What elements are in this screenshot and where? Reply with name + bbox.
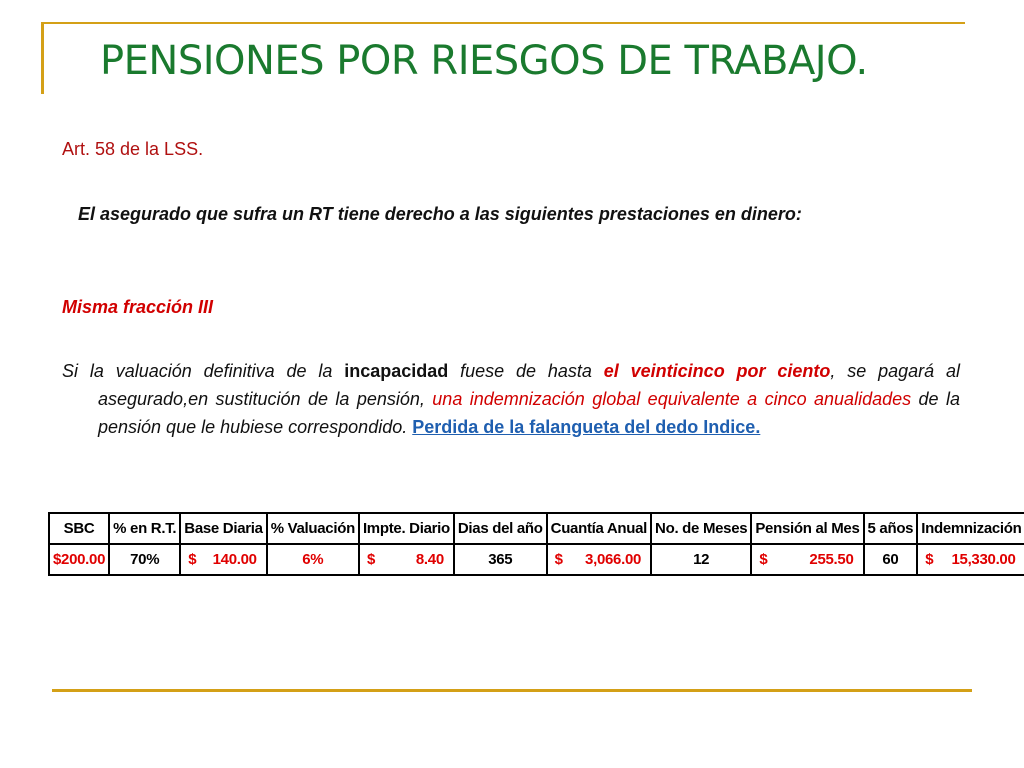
amount: 3,066.00 [585,551,642,568]
header-sbc: SBC [49,513,109,544]
currency-symbol: $ [759,551,768,568]
para-text-4: de la pensión que le hubiese correspondido. [98,389,960,437]
cell-valuacion: 6% [267,544,359,575]
amount: 255.50 [809,551,854,568]
para-text-2: fuese de hasta [448,361,604,381]
header-pct-rt: % en R.T. [109,513,180,544]
left-accent-bar [41,22,44,94]
top-rule [41,22,965,24]
cell-cuantia-anual [547,544,651,575]
cell-impte-diario [359,544,454,575]
para-incapacidad: incapacidad [344,361,449,381]
currency-symbol: $ [554,551,563,568]
header-impte-diario: Impte. Diario [359,513,454,544]
currency-symbol: $ [366,551,375,568]
cell-dias: 365 [454,544,547,575]
fraction-heading: Misma fracción III [62,297,214,317]
cell-pct-rt: 70% [109,544,180,575]
valuation-text [62,357,960,441]
amount: 15,330.00 [951,551,1016,568]
cell-base-diaria [180,544,266,575]
para-text-1: Si la valuación definitiva de la [62,361,345,381]
cell-indemnizacion [917,544,1024,575]
table-header-row [49,513,1024,544]
amount: 8.40 [415,551,444,568]
header-indemnizacion: Indemnización [917,513,1024,544]
cell-sbc: $200.00 [49,544,109,575]
article-reference: Art. 58 de la LSS. [62,139,204,159]
intro-paragraph [62,200,960,228]
cell-meses: 12 [651,544,751,575]
currency-symbol: $ [925,551,934,568]
slide-title: PENSIONES POR RIESGOS DE TRABAJO. [100,38,868,84]
header-5-anios: 5 años [864,513,918,544]
currency-symbol: $ [188,551,197,568]
intro-text: El asegurado que sufra un RT tiene derecho a las siguientes prestaciones en dinero: [78,204,802,224]
para-text-3: , se pagará al asegurado,en sustitución de la pensión, [98,361,961,409]
header-no-meses: No. de Meses [651,513,751,544]
falangueta-link[interactable]: Perdida de la falangueta del dedo Indice. [412,417,761,437]
cell-pension-mes [751,544,863,575]
header-cuantia-anual: Cuantía Anual [547,513,651,544]
pension-calculation-table [48,512,1024,576]
header-pension-mes: Pensión al Mes [751,513,863,544]
header-dias-del-anio: Dias del año [454,513,547,544]
header-valuacion: % Valuación [267,513,359,544]
para-indemnizacion: una indemnización global equivalente a cinco anualidades [432,389,912,409]
bottom-rule [52,689,972,692]
para-veinticinco: el veinticinco por ciento [603,361,831,381]
header-base-diaria: Base Diaria [180,513,266,544]
table-row [49,544,1024,575]
amount: 140.00 [212,551,257,568]
cell-5-anios: 60 [864,544,918,575]
valuation-paragraph [62,357,960,441]
